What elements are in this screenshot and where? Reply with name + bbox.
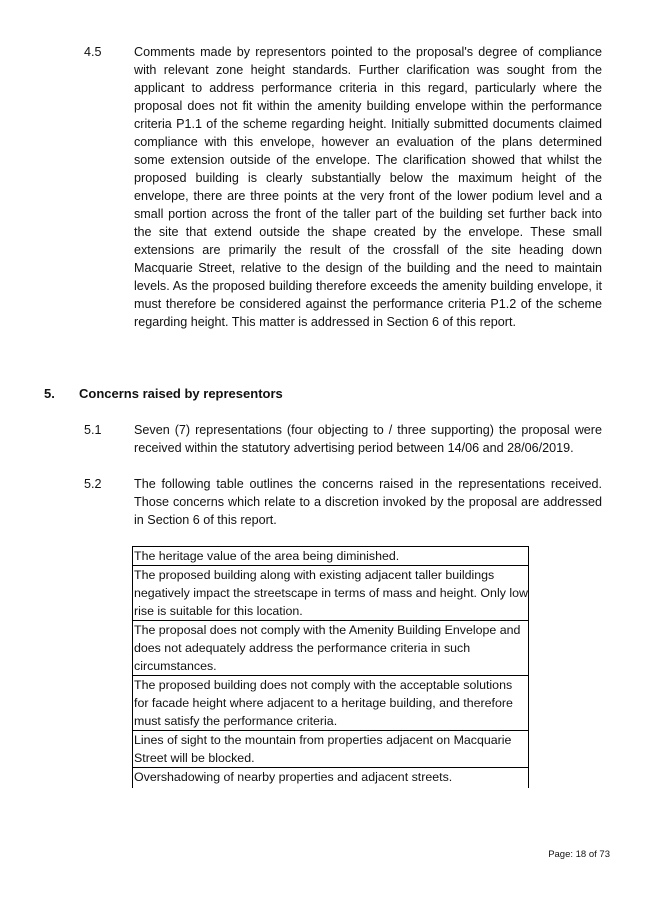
table-cell: Lines of sight to the mountain from properties adjacent on Macquarie Street will be blocked. <box>133 731 529 768</box>
paragraph-text: Comments made by representors pointed to the proposal's degree of compliance with relevant zone height standards. Further clarification was sought from the applicant to address performance criteria in this regard, particularly where the proposal does not fit within the amenity building envelope within the performance criteria P1.1 of the scheme regarding height. Initially submitted documents claimed compliance with this envelope, however an evaluation of the plans determined some extension outside of the envelope. The clarification showed that whilst the proposed building is clearly substantially below the maximum height of the envelope, there are three points at the very front of the lower podium level and a small portion across the front of the taller part of the building set further back into the site that extend outside the shape created by the envelope. These small extensions are primarily the result of the crossfall of the site heading down Macquarie Street, relative to the design of the building and the need to maintain levels. As the proposed building therefore exceeds the amenity building envelope, it must therefore be considered against the performance criteria P1.2 of the scheme regarding height. This matter is addressed in Section 6 of this report. <box>134 45 602 329</box>
paragraph-number: 5.2 <box>84 477 102 491</box>
table-row <box>133 621 529 676</box>
section-title: Concerns raised by representors <box>79 386 283 401</box>
paragraph-number: 4.5 <box>84 45 102 59</box>
table-row <box>133 731 529 768</box>
table-cell: The proposed building along with existing adjacent taller buildings negatively impact the streetscape in terms of mass and height. Only low rise is suitable for this location. <box>133 566 529 621</box>
table-row <box>133 566 529 621</box>
table-row <box>133 676 529 731</box>
paragraph-number: 5.1 <box>84 423 102 437</box>
table-cell: The proposed building does not comply with the acceptable solutions for facade height where adjacent to a heritage building, and therefore must satisfy the performance criteria. <box>133 676 529 731</box>
table-cell: Overshadowing of nearby properties and adjacent streets. <box>133 768 529 788</box>
page-number: Page: 18 of 73 <box>548 849 610 860</box>
table-row <box>133 547 529 566</box>
table-cell: The proposal does not comply with the Amenity Building Envelope and does not adequately address the performance criteria in such circumstances. <box>133 621 529 676</box>
paragraph-text: Seven (7) representations (four objecting to / three supporting) the proposal were received within the statutory advertising period between 14/06 and 28/06/2019. <box>134 423 602 455</box>
paragraph-text: The following table outlines the concerns raised in the representations received. Those concerns which relate to a discretion invoked by the proposal are addressed in Section 6 of this report. <box>134 477 602 527</box>
concerns-table <box>132 546 529 788</box>
section-number: 5. <box>44 386 55 401</box>
table-cell: The heritage value of the area being diminished. <box>133 547 529 566</box>
table-row <box>133 768 529 788</box>
